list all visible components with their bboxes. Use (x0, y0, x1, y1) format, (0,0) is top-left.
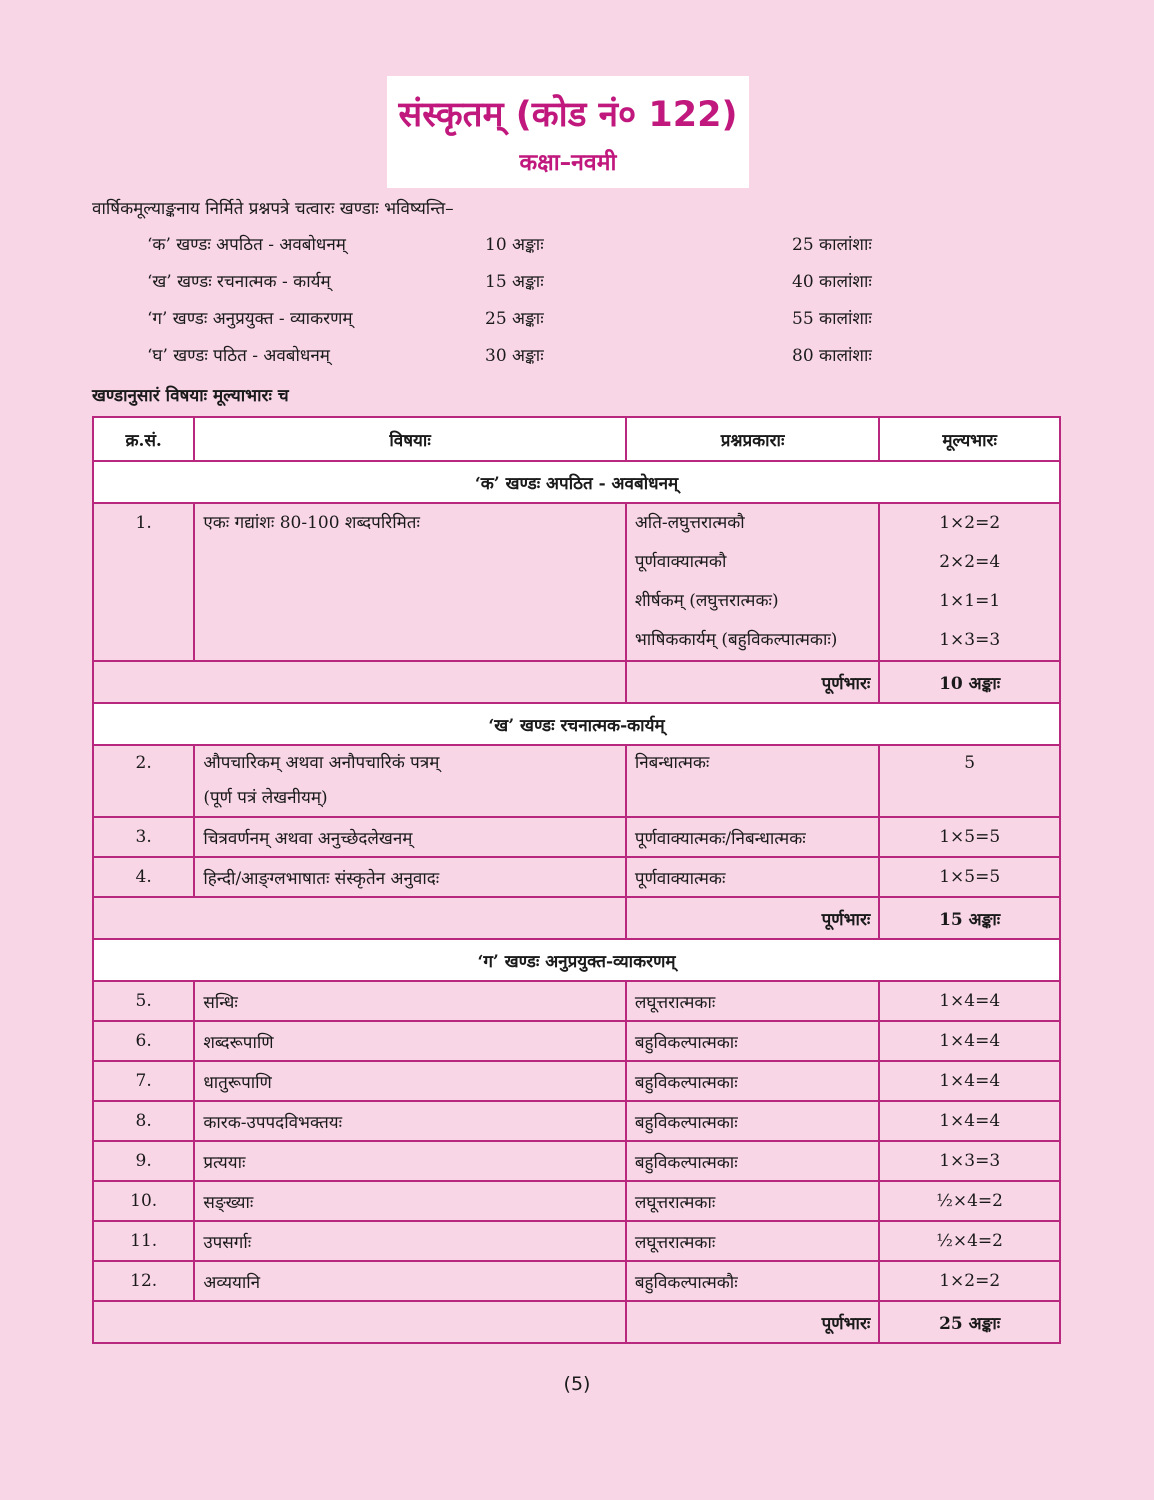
row-number: 1. (93, 503, 194, 661)
section-band (93, 703, 1060, 745)
row-marks: 1×2=2 (879, 1261, 1060, 1301)
row-types: अति-लघुत्तरात्मकौ पूर्णवाक्यात्मकौ शीर्षकम् (लघुत्तरात्मकः) भाषिककार्यम् (बहुविकल्पात्मकाः) (626, 503, 880, 661)
table-row (93, 503, 1060, 661)
marks-table (92, 416, 1061, 1344)
section-periods: 40 कालांशाः (792, 272, 872, 292)
row-topic: औपचारिकम् अथवा अनौपचारिकं पत्रम् (पूर्ण पत्रं लेखनीयम्) (194, 745, 625, 817)
table-row (93, 981, 1060, 1021)
row-type: लघूत्तरात्मकाः (626, 981, 880, 1021)
page-subtitle: कक्षा–नवमी (519, 150, 617, 176)
section-a-title: ‘क’ खण्डः अपठित - अवबोधनम् (93, 461, 1060, 503)
row-number: 7. (93, 1061, 194, 1101)
section-c-title: ‘ग’ खण्डः अनुप्रयुक्त-व्याकरणम् (93, 939, 1060, 981)
row-number: 4. (93, 857, 194, 897)
table-row (93, 1061, 1060, 1101)
row-topic: शब्दरूपाणि (194, 1021, 625, 1061)
row-marks: 1×4=4 (879, 981, 1060, 1021)
section-name: ‘ख’ खण्डः रचनात्मक - कार्यम् (147, 272, 331, 292)
row-marks: 1×5=5 (879, 817, 1060, 857)
section-periods: 80 कालांशाः (792, 346, 872, 366)
section-list (0, 230, 1154, 378)
row-number: 11. (93, 1221, 194, 1261)
section-marks: 10 अङ्काः (485, 235, 544, 255)
row-marks: 1×5=5 (879, 857, 1060, 897)
section-name: ‘घ’ खण्डः पठित - अवबोधनम् (147, 346, 330, 366)
row-type: निबन्धात्मकः (626, 745, 880, 817)
section-marks: 30 अङ्काः (485, 346, 544, 366)
section-periods: 55 कालांशाः (792, 309, 872, 329)
header-topics: विषयाः (194, 417, 625, 461)
table-header-row (93, 417, 1060, 461)
row-marks: 1×2=2 2×2=4 1×1=1 1×3=3 (879, 503, 1060, 661)
section-row (0, 304, 1154, 341)
total-row (93, 1301, 1060, 1343)
section-name: ‘ग’ खण्डः अनुप्रयुक्त - व्याकरणम् (147, 309, 353, 329)
table-row (93, 1021, 1060, 1061)
row-number: 9. (93, 1141, 194, 1181)
row-marks: 1×3=3 (879, 1141, 1060, 1181)
table-row (93, 1101, 1060, 1141)
section-name: ‘क’ खण्डः अपठित - अवबोधनम् (147, 235, 346, 255)
table-row (93, 745, 1060, 817)
table-row (93, 1261, 1060, 1301)
row-topic: धातुरूपाणि (194, 1061, 625, 1101)
row-topic: सङ्ख्याः (194, 1181, 625, 1221)
table-row (93, 817, 1060, 857)
header-weightage: मूल्यभारः (879, 417, 1060, 461)
row-marks: ½×4=2 (879, 1181, 1060, 1221)
page-title: संस्कृतम् (कोड नं० 122) (398, 95, 738, 135)
table-row (93, 1141, 1060, 1181)
row-topic: प्रत्ययाः (194, 1141, 625, 1181)
total-row (93, 661, 1060, 703)
intro-text: वार्षिकमूल्याङ्कनाय निर्मिते प्रश्नपत्रे चत्वारः खण्डाः भविष्यन्ति– (92, 199, 454, 219)
table-row (93, 1181, 1060, 1221)
section-band (93, 461, 1060, 503)
table-caption: खण्डानुसारं विषयाः मूल्याभारः च (92, 386, 289, 406)
row-marks: 1×4=4 (879, 1061, 1060, 1101)
total-row (93, 897, 1060, 939)
total-value: 10 अङ्काः (879, 661, 1060, 703)
row-number: 12. (93, 1261, 194, 1301)
row-number: 2. (93, 745, 194, 817)
row-type: पूर्णवाक्यात्मकः/निबन्धात्मकः (626, 817, 880, 857)
row-type: लघूत्तरात्मकाः (626, 1221, 880, 1261)
row-number: 8. (93, 1101, 194, 1141)
row-marks: 1×4=4 (879, 1101, 1060, 1141)
row-number: 3. (93, 817, 194, 857)
section-row (0, 267, 1154, 304)
row-topic: उपसर्गाः (194, 1221, 625, 1261)
total-value: 25 अङ्काः (879, 1301, 1060, 1343)
header-serial: क्र.सं. (93, 417, 194, 461)
page-number: (5) (563, 1373, 591, 1395)
row-type: लघूत्तरात्मकाः (626, 1181, 880, 1221)
section-row (0, 341, 1154, 378)
section-periods: 25 कालांशाः (792, 235, 872, 255)
row-marks: 1×4=4 (879, 1021, 1060, 1061)
row-number: 10. (93, 1181, 194, 1221)
row-topic: सन्धिः (194, 981, 625, 1021)
row-type: पूर्णवाक्यात्मकः (626, 857, 880, 897)
row-type: बहुविकल्पात्मकाः (626, 1141, 880, 1181)
row-topic: एकः गद्यांशः 80-100 शब्दपरिमितः (194, 503, 625, 661)
table-row (93, 857, 1060, 897)
row-number: 5. (93, 981, 194, 1021)
total-label: पूर्णभारः (626, 661, 880, 703)
row-type: बहुविकल्पात्मकाः (626, 1021, 880, 1061)
row-topic: कारक-उपपदविभक्तयः (194, 1101, 625, 1141)
row-marks: 5 (879, 745, 1060, 817)
row-topic: अव्ययानि (194, 1261, 625, 1301)
total-label: पूर्णभारः (626, 1301, 880, 1343)
row-type: बहुविकल्पात्मकाः (626, 1101, 880, 1141)
row-number: 6. (93, 1021, 194, 1061)
total-value: 15 अङ्काः (879, 897, 1060, 939)
row-type: बहुविकल्पात्मकौः (626, 1261, 880, 1301)
section-marks: 25 अङ्काः (485, 309, 544, 329)
title-box (387, 76, 749, 188)
header-question-types: प्रश्नप्रकाराः (626, 417, 880, 461)
section-marks: 15 अङ्काः (485, 272, 544, 292)
section-row (0, 230, 1154, 267)
row-topic: चित्रवर्णनम् अथवा अनुच्छेदलेखनम् (194, 817, 625, 857)
table-row (93, 1221, 1060, 1261)
section-b-title: ‘ख’ खण्डः रचनात्मक-कार्यम् (93, 703, 1060, 745)
total-label: पूर्णभारः (626, 897, 880, 939)
row-topic: हिन्दी/आङ्ग्लभाषातः संस्कृतेन अनुवादः (194, 857, 625, 897)
row-marks: ½×4=2 (879, 1221, 1060, 1261)
row-type: बहुविकल्पात्मकाः (626, 1061, 880, 1101)
section-band (93, 939, 1060, 981)
